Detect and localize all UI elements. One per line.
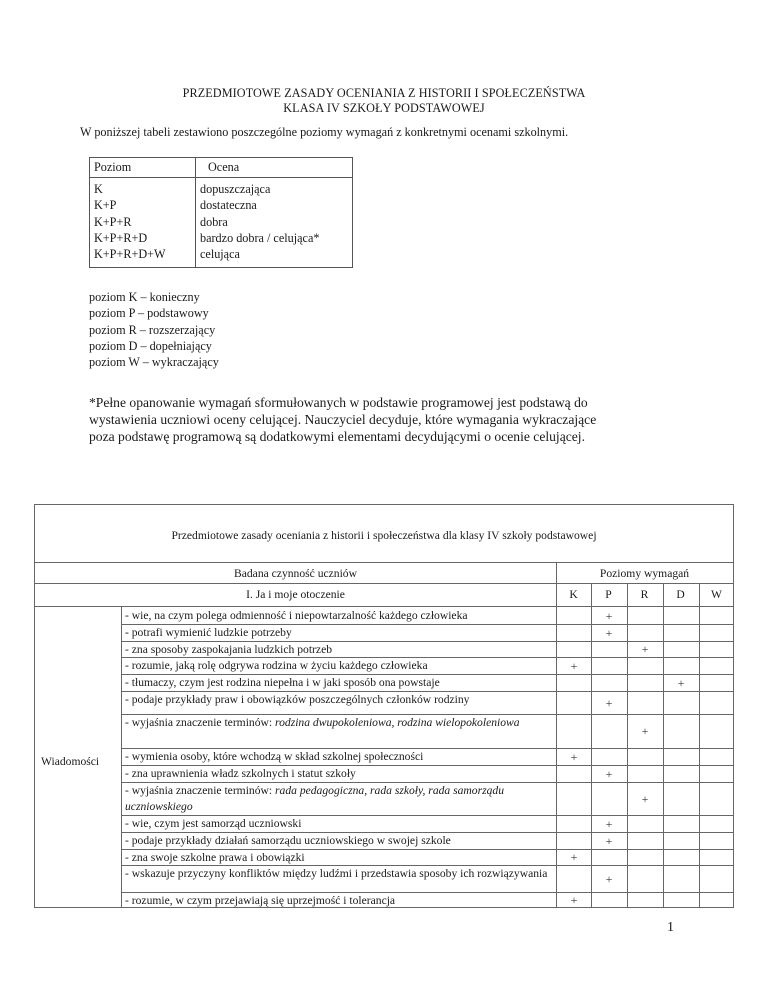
activity-header: Badana czynność uczniów: [234, 567, 357, 580]
requirement-row-text: [125, 766, 555, 783]
level-column-header-r: R: [640, 588, 649, 601]
header-divider: [90, 177, 352, 178]
level-mark-k: +: [570, 893, 578, 907]
table-title: Przedmiotowe zasady oceniania z historii i społeczeństwa dla klasy IV szkoły podstawowej: [171, 529, 597, 542]
requirement-text: - tłumaczy, czym jest rodzina niepełna i w jaki sposób ona powstaje: [125, 675, 440, 689]
header-level: Poziom: [94, 160, 132, 174]
column-divider: [195, 158, 196, 267]
level-mark-p: +: [605, 766, 613, 781]
legend-item: poziom K – konieczny: [89, 290, 200, 304]
requirement-text: - potrafi wymienić ludzkie potrzeby: [125, 625, 292, 639]
requirement-row-text: [125, 866, 555, 883]
requirement-text: - wymienia osoby, które wchodzą w skład szkolnej społeczności: [125, 749, 424, 763]
requirement-text: - podaje przykłady praw i obowiązków poszczególnych członków rodziny: [125, 692, 470, 706]
requirement-row-text: [125, 608, 555, 625]
legend-item: poziom W – wykraczający: [89, 355, 219, 370]
section-title: I. Ja i moje otoczenie: [246, 588, 345, 601]
level-column: [94, 181, 166, 262]
level-mark-p: +: [605, 816, 613, 831]
level-column-header-w: W: [711, 588, 722, 601]
grade-column: [200, 181, 319, 262]
row-divider: [35, 583, 733, 584]
level-mark-p: +: [605, 833, 613, 848]
requirement-row-text: [125, 692, 555, 709]
level-cell: K+P+R: [94, 214, 132, 229]
requirement-text: - rozumie, jaką rolę odgrywa rodzina w życiu każdego człowieka: [125, 658, 428, 672]
requirement-term: rada pedagogiczna, rada szkoły, rada samorządu uczniowskiego: [125, 783, 504, 814]
level-mark-r: +: [641, 724, 649, 738]
grade-cell: celująca: [200, 247, 240, 262]
header-grade: Ocena: [208, 160, 240, 174]
level-cell: K+P+R+D+W: [94, 247, 166, 262]
requirement-row-text: [125, 625, 555, 642]
requirement-row-text: [125, 816, 555, 833]
requirement-text: - zna sposoby zaspokajania ludzkich potrzeb: [125, 642, 333, 656]
column-divider: [663, 583, 664, 907]
grade-cell: bardzo dobra / celująca*: [200, 230, 320, 245]
column-divider: [699, 583, 700, 907]
requirement-text: - wie, na czym polega odmienność i niepowtarzalność każdego człowieka: [125, 608, 468, 622]
requirement-row-text: [125, 893, 555, 910]
level-mark-k: +: [570, 658, 578, 673]
requirement-text: - podaje przykłady działań samorządu uczniowskiego w swojej szkole: [125, 833, 451, 847]
level-mark-d: +: [677, 675, 685, 690]
level-mark-p: +: [605, 871, 613, 886]
requirement-text: - zna swoje szkolne prawa i obowiązki: [125, 850, 305, 864]
level-mark-p: +: [605, 625, 613, 640]
level-mark-k: +: [570, 749, 578, 764]
requirement-text: - rozumie, w czym przejawiają się uprzejmość i tolerancja: [125, 893, 396, 907]
level-column-header-p: P: [605, 588, 612, 601]
legend-item: poziom R – rozszerzający: [89, 322, 216, 337]
intro-paragraph: W poniższej tabeli zestawiono poszczególne poziomy wymagań z konkretnymi ocenami szkolnymi.: [80, 125, 569, 139]
level-cell: K: [94, 182, 103, 196]
level-column-header-d: D: [676, 588, 685, 601]
level-cell: K+P: [94, 198, 117, 213]
level-mark-k: +: [570, 850, 578, 864]
footnote-line: wystawienia uczniowi oceny celującej. Nauczyciel decyduje, które wymagania wykraczające: [89, 412, 597, 428]
level-mark-r: +: [641, 642, 649, 656]
legend-item: poziom D – dopełniający: [89, 338, 212, 353]
grade-cell: dopuszczająca: [200, 182, 271, 196]
level-mark-r: +: [641, 791, 649, 806]
column-divider: [121, 606, 122, 907]
row-divider: [35, 562, 733, 563]
footnote-line: poza podstawę programową są dodatkowymi elementami decydującymi o ocenie celującej.: [89, 429, 585, 445]
level-column-header-k: K: [569, 588, 578, 601]
requirement-row-text: [125, 675, 555, 692]
category-label: Wiadomości: [41, 755, 100, 768]
requirement-row-text: [125, 749, 555, 766]
requirements-table: [34, 504, 734, 908]
requirement-text: - wyjaśnia znaczenie terminów:: [125, 783, 276, 797]
requirement-term: rodzina dwupokoleniowa, rodzina wielopokoleniowa: [275, 715, 520, 729]
level-mark-p: +: [605, 608, 613, 623]
requirement-row-text: [125, 850, 555, 867]
grade-cell: dostateczna: [200, 198, 257, 213]
level-legend: [89, 289, 219, 370]
level-cell: K+P+R+D: [94, 230, 148, 245]
requirement-text: - wskazuje przyczyny konfliktów między ludźmi i przedstawia sposoby ich rozwiązywania: [125, 866, 548, 880]
requirement-text: - zna uprawnienia władz szkolnych i statut szkoły: [125, 766, 356, 780]
grade-mapping-table: [89, 157, 353, 268]
requirement-row-text: [125, 642, 555, 659]
footnote-line: *Pełne opanowanie wymagań sformułowanych w podstawie programowej jest podstawą do: [89, 395, 588, 410]
requirement-row-text: [125, 658, 555, 675]
column-divider: [627, 583, 628, 907]
level-mark-p: +: [605, 695, 613, 710]
page-number: 1: [667, 920, 674, 935]
legend-item: poziom P – podstawowy: [89, 306, 209, 321]
document-title-line-1: PRZEDMIOTOWE ZASADY OCENIANIA Z HISTORII I SPOŁECZEŃSTWA: [182, 86, 586, 100]
grade-cell: dobra: [200, 214, 228, 229]
requirement-row-text: [125, 833, 555, 850]
levels-header: Poziomy wymagań: [599, 567, 690, 580]
requirement-text: - wyjaśnia znaczenie terminów:: [125, 715, 276, 729]
footnote-paragraph: [89, 394, 709, 446]
requirement-text: - wie, czym jest samorząd uczniowski: [125, 816, 302, 830]
document-title-line-2: KLASA IV SZKOŁY PODSTAWOWEJ: [283, 101, 485, 115]
requirement-row-text: [125, 783, 555, 816]
requirement-row-text: [125, 715, 555, 732]
